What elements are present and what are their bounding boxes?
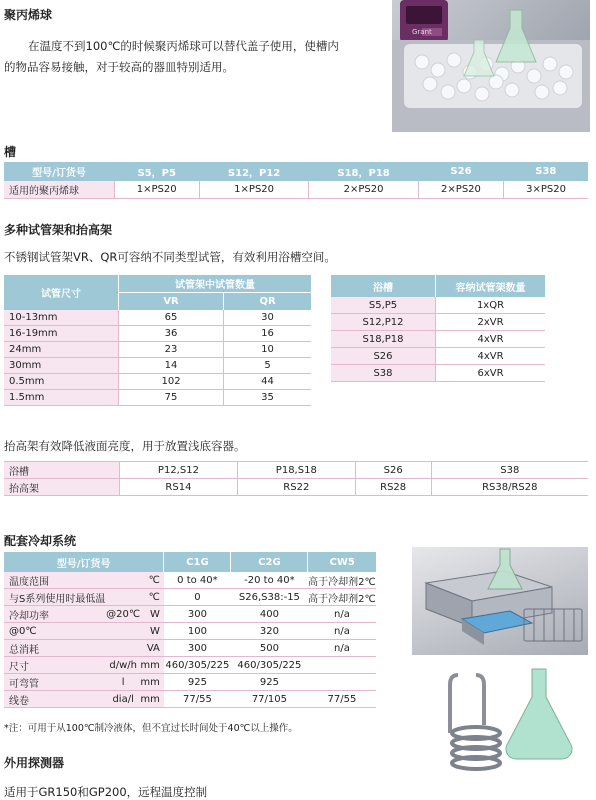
cooling-cell: 高于冷却剂2℃ — [308, 589, 376, 606]
riser-cell: P18,S18 — [237, 462, 355, 479]
cooling-row-sub — [106, 589, 140, 606]
racks-photo — [412, 547, 588, 655]
cooling-row-label: @0℃ — [4, 623, 106, 640]
probe-title: 外用探测器 — [4, 756, 65, 770]
tube-qr-cell: 5 — [224, 358, 311, 374]
rack-count-cell: 4xVR — [436, 331, 546, 348]
riser-cell: RS14 — [120, 479, 238, 496]
cooling-row-unit: mm — [140, 674, 164, 691]
cooling-cell: 77/55 — [164, 691, 231, 708]
cooling-row-label: 温度范围 — [4, 572, 106, 589]
tube-qr-cell: 35 — [224, 390, 311, 406]
cooling-cell: 500 — [231, 640, 308, 657]
cooling-cell: -20 to 40* — [231, 572, 308, 589]
cooling-cell: 925 — [164, 674, 231, 691]
cooling-row-label: 冷却功率 — [4, 606, 106, 623]
cooling-row-label: 总消耗 — [4, 640, 106, 657]
cooling-cell: n/a — [308, 640, 376, 657]
cooling-cell — [308, 674, 376, 691]
tube-size-cell: 0.5mm — [4, 374, 119, 390]
cooling-title: 配套冷却系统 — [4, 534, 77, 548]
tube-size-cell: 24mm — [4, 342, 119, 358]
bath-cell: 3×PS20 — [504, 181, 588, 199]
probe-desc: 适用于GR150和GP200，远程温度控制 — [4, 785, 208, 799]
rack-count-cell: 4xVR — [436, 348, 546, 365]
rack-bath-cell: S12,P12 — [331, 314, 436, 331]
tube-vr-cell: 14 — [119, 358, 224, 374]
bath-row-label: 适用的聚丙烯球 — [4, 181, 114, 199]
riser-table — [4, 461, 588, 496]
tube-header-vr: VR — [119, 293, 224, 311]
riser-cell: S38 — [431, 462, 588, 479]
bath-header-model: 型号/订货号 — [4, 162, 114, 181]
bath-cell: 1×PS20 — [114, 181, 199, 199]
bath-header-s26: S26 — [418, 162, 503, 181]
cooling-cell: 77/105 — [231, 691, 308, 708]
bath-rack-table — [331, 275, 545, 382]
riser-cell: RS38/RS28 — [431, 479, 588, 496]
cooling-note: *注：可用于从100℃制冷液体，但不宜过长时间处于40℃以上操作。 — [4, 723, 298, 734]
cooling-header-cw5: CW5 — [308, 552, 376, 572]
cooling-cell: 0 to 40* — [164, 572, 231, 589]
cooling-cell: 77/55 — [308, 691, 376, 708]
tube-header-size: 试管尺寸 — [4, 275, 119, 310]
racks-desc: 不锈钢试管架VR、QR可容纳不同类型试管，有效利用浴槽空间。 — [4, 250, 336, 264]
tube-size-cell: 30mm — [4, 358, 119, 374]
cooling-cell: 300 — [164, 606, 231, 623]
cooling-cell: 高于冷却剂2℃ — [308, 572, 376, 589]
cooling-row-unit: ℃ — [140, 589, 164, 606]
tube-header-qr: QR — [224, 293, 311, 311]
brand-label: Grant — [412, 28, 432, 36]
cooling-row-sub: l — [106, 674, 140, 691]
tube-size-cell: 16-19mm — [4, 326, 119, 342]
cooling-header-c1g: C1G — [164, 552, 231, 572]
tube-vr-cell: 36 — [119, 326, 224, 342]
cooling-row-unit: mm — [140, 657, 164, 674]
tube-size-cell: 10-13mm — [4, 310, 119, 326]
rack-count-cell: 1xQR — [436, 297, 546, 314]
cooling-cell: 100 — [164, 623, 231, 640]
bath-header-s5: S5，P5 — [114, 162, 199, 181]
cooling-cell: 0 — [164, 589, 231, 606]
rack-bath-cell: S5,P5 — [331, 297, 436, 314]
cooling-row-unit: W — [140, 606, 164, 623]
cooling-row-label: 线卷 — [4, 691, 106, 708]
tube-qr-cell: 44 — [224, 374, 311, 390]
cooling-row-unit: VA — [140, 640, 164, 657]
tube-qr-cell: 10 — [224, 342, 311, 358]
cooling-header-c2g: C2G — [231, 552, 308, 572]
racks-title: 多种试管架和抬高架 — [4, 223, 113, 237]
cooling-cell: 925 — [231, 674, 308, 691]
tube-header-group: 试管架中试管数量 — [119, 275, 312, 293]
cooling-table — [4, 552, 376, 708]
bath-header-s38: S38 — [504, 162, 588, 181]
cooling-row-sub — [106, 623, 140, 640]
riser-cell: RS28 — [355, 479, 431, 496]
pellets-desc-line2: 的物品容易接触，对于较高的器皿特别适用。 — [4, 60, 234, 74]
cooling-cell: n/a — [308, 606, 376, 623]
rack-bath-cell: S26 — [331, 348, 436, 365]
cooling-row-sub: @20℃ — [106, 606, 140, 623]
cooling-row-unit: mm — [140, 691, 164, 708]
cooling-cell: 300 — [164, 640, 231, 657]
riser-cell: S26 — [355, 462, 431, 479]
bath-cell: 2×PS20 — [309, 181, 418, 199]
tube-vr-cell: 102 — [119, 374, 224, 390]
rack-count-cell: 2xVR — [436, 314, 546, 331]
cooling-row-sub: dia/l — [106, 691, 140, 708]
cooling-row-sub: d/w/h — [106, 657, 140, 674]
pellets-desc-line1: 在温度不到100℃的时候聚丙烯球可以替代盖子使用，使槽内 — [28, 39, 339, 53]
cooling-cell: 460/305/225 — [164, 657, 231, 674]
bath-title: 槽 — [4, 145, 17, 159]
cooling-row-label: 尺寸 — [4, 657, 106, 674]
riser-label-riser: 抬高架 — [4, 479, 120, 496]
tube-qr-cell: 30 — [224, 310, 311, 326]
tube-vr-cell: 23 — [119, 342, 224, 358]
cooling-cell: 320 — [231, 623, 308, 640]
cooling-row-label: 与S系列使用时最低温 — [4, 589, 106, 606]
cooling-cell: 400 — [231, 606, 308, 623]
water-bath-balls-photo — [392, 0, 590, 132]
tube-vr-cell: 75 — [119, 390, 224, 406]
riser-label-bath: 浴槽 — [4, 462, 120, 479]
riser-cell: P12,S12 — [120, 462, 238, 479]
tube-size-cell: 1.5mm — [4, 390, 119, 406]
cooling-row-sub — [106, 572, 140, 589]
bath-header-s18: S18，P18 — [309, 162, 418, 181]
rack-bath-cell: S18,P18 — [331, 331, 436, 348]
bath-cell: 1×PS20 — [199, 181, 308, 199]
cooling-row-label: 可弯管 — [4, 674, 106, 691]
cooling-cell: n/a — [308, 623, 376, 640]
tube-size-table — [4, 275, 311, 406]
cooling-row-unit: ℃ — [140, 572, 164, 589]
bath-balls-table — [4, 162, 588, 199]
coil-flask-photo — [446, 665, 576, 773]
pellets-title: 聚丙烯球 — [4, 8, 53, 22]
rack-header-count: 容纳试管架数量 — [436, 275, 546, 297]
cooling-cell — [308, 657, 376, 674]
riser-desc: 抬高架有效降低液面亮度，用于放置浅底容器。 — [4, 439, 246, 453]
riser-cell: RS22 — [237, 479, 355, 496]
cooling-row-sub — [106, 640, 140, 657]
bath-header-s12: S12，P12 — [199, 162, 308, 181]
tube-qr-cell: 16 — [224, 326, 311, 342]
cooling-row-unit: W — [140, 623, 164, 640]
rack-bath-cell: S38 — [331, 365, 436, 382]
cooling-cell: 460/305/225 — [231, 657, 308, 674]
bath-cell: 2×PS20 — [418, 181, 503, 199]
cooling-header-model: 型号/订货号 — [4, 552, 164, 572]
rack-count-cell: 6xVR — [436, 365, 546, 382]
rack-header-bath: 浴槽 — [331, 275, 436, 297]
tube-vr-cell: 65 — [119, 310, 224, 326]
cooling-cell: S26,S38:-15 — [231, 589, 308, 606]
